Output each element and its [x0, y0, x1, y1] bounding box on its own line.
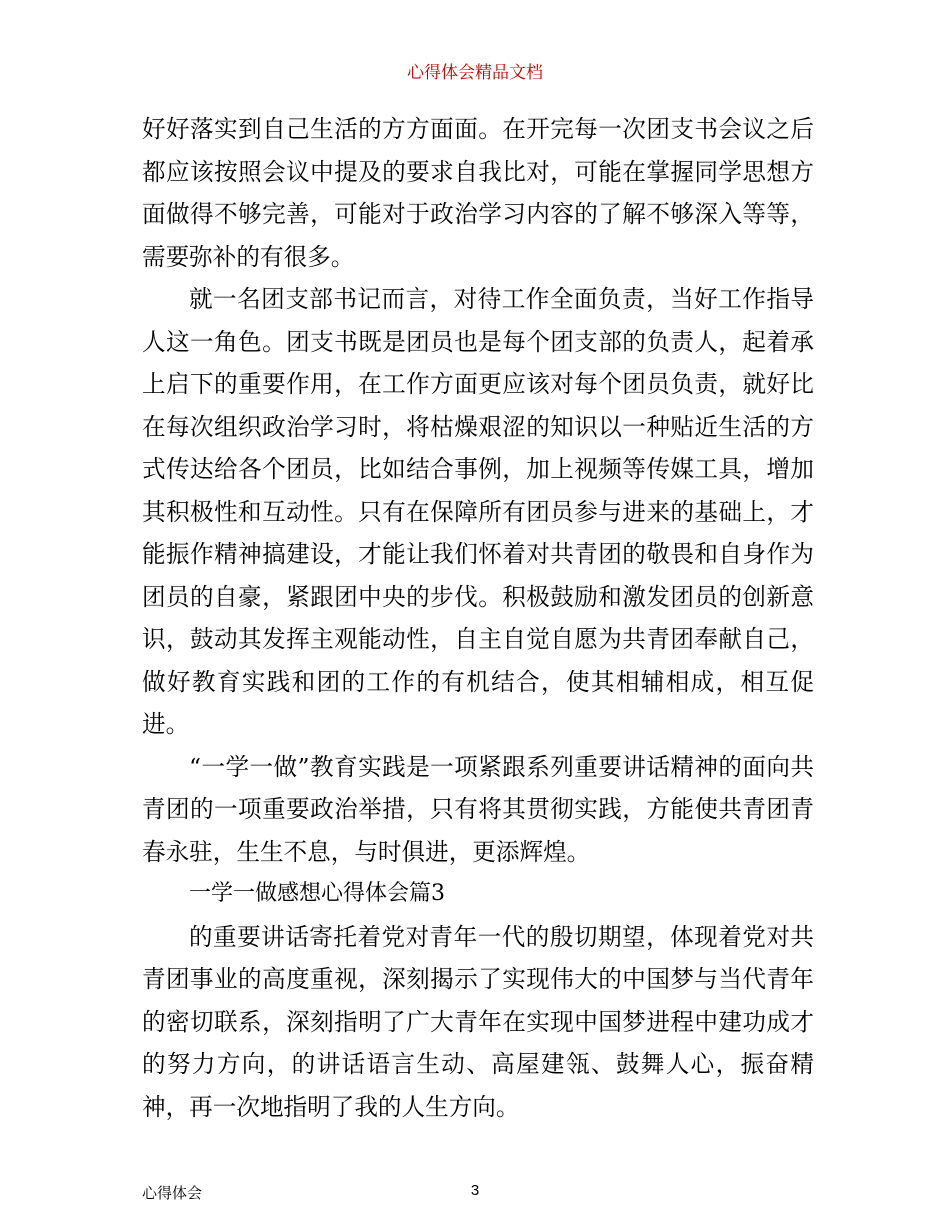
paragraph-secretary-role: 就一名团支部书记而言，对待工作全面负责，当好工作指导人这一角色。团支书既是团员也是每个团支部的负责人，起着承上启下的重要作用，在工作方面更应该对每个团员负责，就好比在每次组织政治学习时，将枯燥艰涩的知识以一种贴近生活的方式传达给各个团员，比如结合事例，加上视频等传媒工具，增加其积极性和互动性。只有在保障所有团员参与进来的基础上，才能振作精神搞建设，才能让我们怀着对共青团的敬畏和自身作为团员的自豪，紧跟团中央的步伐。积极鼓励和激发团员的创新意识，鼓动其发挥主观能动性，自主自觉自愿为共青团奉献自己，做好教育实践和团的工作的有机结合，使其相辅相成，相互促进。 [142, 285, 814, 738]
page-number: 3 [470, 1182, 480, 1199]
paragraph-education-practice: “一学一做”教育实践是一项紧跟系列重要讲话精神的面向共青团的一项重要政治举措，只有将其贯彻实践，方能使共青团青春永驻，生生不息，与时俱进，更添辉煌。 [142, 752, 814, 866]
document-body [142, 108, 814, 1128]
paragraph-speech: 的重要讲话寄托着党对青年一代的殷切期望，体现着党对共青团事业的高度重视，深刻揭示了实现伟大的中国梦与当代青年的密切联系，深刻指明了广大青年在实现中国梦进程中建功成才的努力方向，的讲话语言生动、高屋建瓴、鼓舞人心，振奋精神，再一次地指明了我的人生方向。 [142, 922, 814, 1121]
footer-label: 心得体会 [142, 1184, 203, 1202]
document-header-title: 心得体会精品文档 [407, 63, 543, 83]
section-heading: 一学一做感想心得体会篇3 [189, 881, 445, 906]
paragraph-continuation: 好好落实到自己生活的方方面面。在开完每一次团支书会议之后都应该按照会议中提及的要求自我比对，可能在掌握同学思想方面做得不够完善，可能对于政治学习内容的了解不够深入等等，需要弥补的有很多。 [142, 115, 814, 271]
